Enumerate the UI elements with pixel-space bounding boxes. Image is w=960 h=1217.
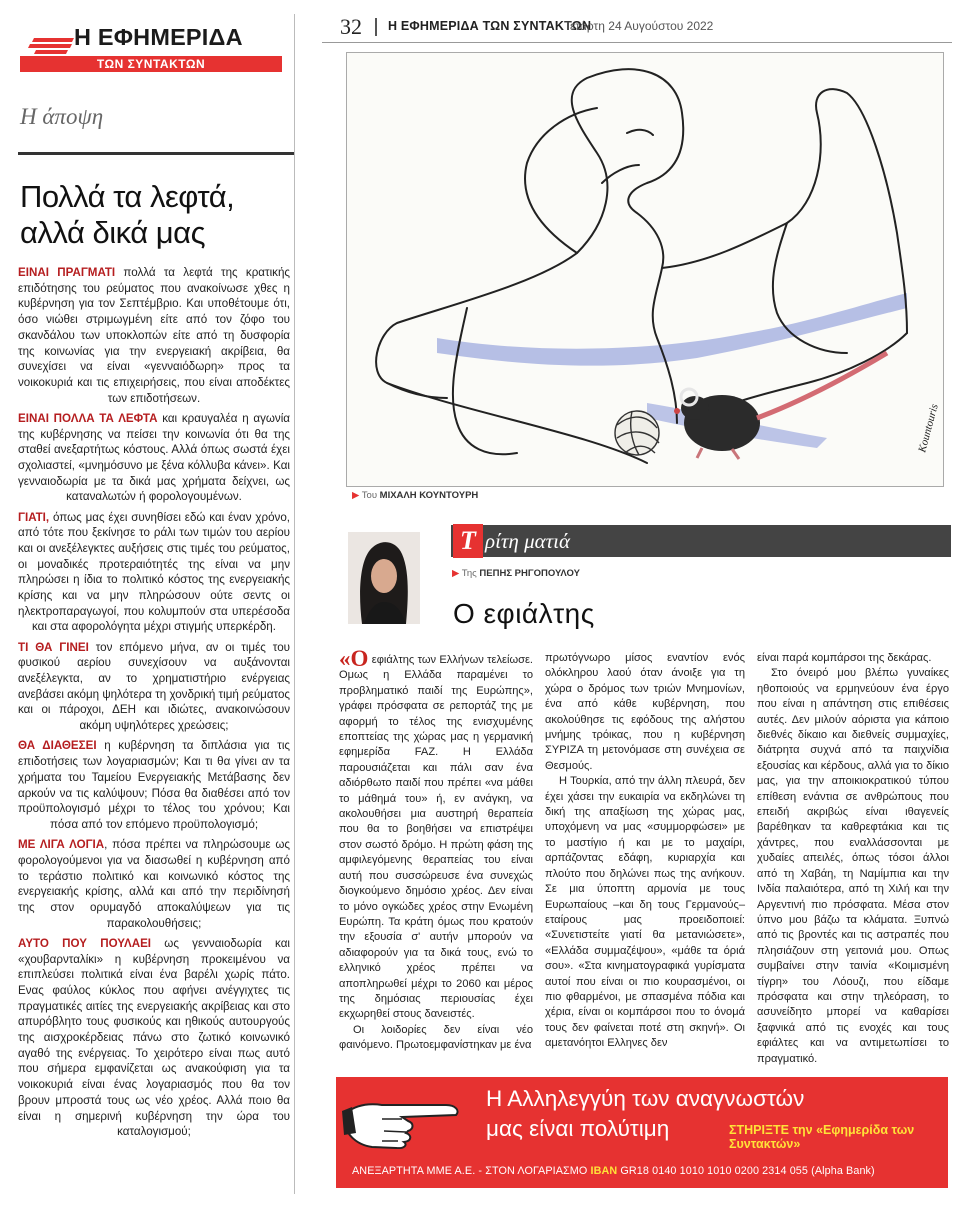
pointing-hand-icon xyxy=(342,1089,470,1149)
ad-iban-label: IBAN xyxy=(590,1165,618,1177)
article-column-3 xyxy=(757,651,949,1067)
cartoon-credit-arrow-icon: ▶ xyxy=(352,490,360,501)
header-separator xyxy=(375,18,377,36)
cartoon-drawing xyxy=(347,53,943,486)
column-divider xyxy=(294,14,295,1194)
section-rule xyxy=(18,152,294,155)
logo-sub-text: ΤΩΝ ΣΥΝΤΑΚΤΩΝ xyxy=(20,56,282,72)
article-paragraph: είναι παρά κομπάρσοι της δεκάρας. xyxy=(757,652,932,664)
logo-stripes-icon xyxy=(28,34,76,58)
paragraph-lead: ΘΑ ΔΙΑΘΕΣΕΙ xyxy=(18,739,97,753)
headline-line-2: αλλά δικά μας xyxy=(20,215,206,250)
section-label: Η άποψη xyxy=(20,104,104,129)
article-paragraph: Στο όνειρό μου βλέπω γυναίκες ηθοποιούς να ερμηνεύουν ένα έργο που είναι η απάντηση στις επιθέσεις αυτές. Δεν μιλούν αόριστα για κάποιο διεθνές δίκαιο και διεθνείς συμμαχίες, διάτρητα συχνά από τα παιχνίδια εξουσίας και κέρδους, αλλά για το δίκιο μας, για την αποικιοκρατικού τύπου επίθεση ενάντια σε ανθρώπους που επειδή ακριβώς είναι ιθαγενείς βαρέθηκαν τα καθρεφτάκια και τις χάντρες, που εναλλάσσονται με χυδαίες απειλές, όπως τόσοι άλλοι από τη Χαβάη, τη Ναμίμπια και την Ινδία παλαιότερα, από τη Χιλή και την Αργεντινή πιο πρόσφατα. Μέσα στον ύπνο μου βάζω τα κλάματα. Ξυπνώ από τις βροντές και τις αστραπές που πλησιάζουν στη γειτονιά μου. Οπως συμβαίνει στην ταινία «Κοιμισμένη τίγρη» του Λόουζι, που είδαμε πρόσφατα και στην τηλεόραση, το ασυνείδητο μπορεί να καθαρίσει ξαφνικά από τις ενοχές και τους εφιάλτες και να αντιμετωπίσει το πραγματικό. xyxy=(757,667,949,1065)
opinion-paragraph xyxy=(18,936,290,1140)
page-number: 32 xyxy=(340,14,362,39)
opinion-body xyxy=(18,265,290,1144)
header-paper-name: Η ΕΦΗΜΕΡΙΔΑ ΤΩΝ ΣΥΝΤΑΚΤΩΝ xyxy=(388,19,592,33)
paragraph-lead: ΤΙ ΘΑ ΓΙΝΕΙ xyxy=(18,640,89,654)
left-column xyxy=(14,14,291,1139)
opinion-paragraph xyxy=(18,510,290,636)
opinion-paragraph xyxy=(18,640,290,734)
cartoon-credit-name: ΜΙΧΑΛΗ ΚΟΥΝΤΟΥΡΗ xyxy=(379,490,479,501)
masthead-logo xyxy=(14,14,286,74)
cartoon-credit-prefix: Του xyxy=(361,490,378,501)
author-credit xyxy=(452,568,580,579)
article-column-1 xyxy=(339,646,533,1054)
opinion-paragraph xyxy=(18,738,290,832)
article-text: Οι λοιδορίες δεν είναι νέο φαινόμενο. Πρωτοεμφανίστηκαν με ένα xyxy=(339,1023,533,1052)
paragraph-lead: ΜΕ ΛΙΓΑ ΛΟΓΙΑ xyxy=(18,838,105,852)
article-paragraph: Η Τουρκία, από την άλλη πλευρά, δεν έχει χάσει την ευκαιρία να εκδηλώνει τη δική της απαξίωση της χώρας μας, υποχόμενη να μας «συμμορφώσει» με το μαστίγιο ή και με το μαχαίρι, αρπάζοντας εδάφη, κυριαρχία και πλούτο που δηλώνει πως της ανήκουν. Σε μια ύποπτη αρμονία με τους Ευρωπαίους –και δη τους Γερμανούς– εταίρους μας προειδοποιεί: «Συνετιστείτε γιατί θα μετανιώσετε», «Ελλάδα συμμαζέψου», «μάθε τα όριά σου». «Στα κινηματογραφικά γυρίσματα αυτοί που είναι οι πιο κουρασμένοι, οι πιο φθαρμένοι, με σπασμένα πόδια και χέρια, είναι οι κομπάρσοι που το όνομά τους δεν φαίνεται ποτέ στη σκηνή». Οι αμετανόητοι Ελληνες δεν xyxy=(545,775,745,1050)
paragraph-lead: ΕΙΝΑΙ ΠΟΛΛΑ ΤΑ ΛΕΦΤΑ xyxy=(18,411,158,425)
opinion-headline xyxy=(20,179,234,251)
paragraph-text: , πόσα πρέπει να πληρώσουμε ως φορολογούμενοι για να διασωθεί η κυβέρνηση από το τεράστιο πολιτικό και κοινωνικό κόστος της ενεργειακής κρίσης, αλλά και από την περιδίνησή της στον ορυμαγδό αποκαλύψεων για τις παρακολουθήσεις; xyxy=(18,838,290,930)
ad-support-text: ΣΤΗΡΙΞΤΕ την «Εφημερίδα των Συντακτών» xyxy=(729,1123,915,1151)
ad-line-2: μας είναι πολύτιμη xyxy=(486,1116,670,1141)
opinion-paragraph xyxy=(18,265,290,406)
article-drop-quote: «Ο xyxy=(339,646,369,671)
column-title-initial: Τ xyxy=(453,524,483,558)
opinion-paragraph xyxy=(18,837,290,931)
author-credit-name: ΠΕΠΗΣ ΡΗΓΟΠΟΥΛΟΥ xyxy=(479,568,580,579)
article-paragraph xyxy=(339,1023,533,1054)
paragraph-text: τον επόμενο μήνα, αν οι τιμές του φυσικού αερίου συνεχίσουν να αυξάνονται ανεξέλεγκτα, αν το χρηματιστήριο ενέργειας ανεβάσει ακόμη ψηλότερα τη χονδρική τιμή ρεύματος και οι πάροχοι, ΔΕΗ και ιδιώτες, ανακοινώσουν ακόμη υψηλότερες χρεώσεις; xyxy=(18,640,291,733)
article-paragraph: πρωτόγνωρο μίσος εναντίον ενός ολόκληρου λαού όταν άνοιξε για τη χώρα ο δρόμος των τριών Μνημονίων, ένα από κάθε κυβέρνηση, που ακολούθησε τις εφόδους της αλήστου μνήμης τρόικας, που η κυβέρνηση ΣΥΡΙΖΑ τη μετονόμασε στη συνέχεια σε Θεσμούς. xyxy=(545,652,745,772)
paragraph-text: και κραυγαλέα η αγωνία της κυβέρνησης να πείσει την κοινωνία ότι θα της σταθεί ανεξαρτήτως κόστους. Αλλά όπως σωστά έχει σχολιαστεί, «μνημόσυνο με ξένα κόλλυβα κάνει». Και γενναιοδωρία με τα δικά μας χρήματα δείχνει, ως καταναλωτών ή φορολογουμένων. xyxy=(18,411,290,504)
paragraph-lead: ΑΥΤΟ ΠΟΥ ΠΟΥΛΑΕΙ xyxy=(18,936,152,950)
opinion-paragraph xyxy=(18,411,290,505)
article-text: εφιάλτης των Ελλήνων τελείωσε. Ομως η Ελλάδα παραμένει το προβληματικό παιδί της Ευρώπης», γράφει πρόσφατα σε ρεπορτάζ της με αφορμή το τέλος της ενισχυμένης εποπτείας της χώρας μας η γερμανική εφημερίδα FAZ. Η Ελλάδα παρουσιάζεται και πάλι σαν ένα αδιόρθωτο παιδί που πρέπει «να μάθει το μάθημά του» ή, εν ανάγκη, να ακολουθήσει μια αυστηρή θεραπεία που θα το βοηθήσει να επιστρέψει στον σωστό δρόμο. Η πρώτη φάση της αμφιλεγόμενης θεραπείας του είναι αυτή που συσσώρευσε ένα συνεχώς διογκούμενο δημόσιο χρέος. Δεν είναι το μόνο ογκώδες χρέος στην Ενωμένη Ευρώπη. Τα κράτη όμως που κρατούν την εξουσία σ' αυτήν μπορούν να αδιαφορούν για τα δικά τους, ενώ το ελληνικό χρέος πρέπει να αποπληρωθεί μέχρι το 2060 και μέρος της δημόσιας περιουσίας έχει εκχωρηθεί στους δανειστές. xyxy=(339,654,533,1021)
header-rule xyxy=(322,42,952,43)
logo-main-text: Η ΕΦΗΜΕΡΙΔΑ xyxy=(74,24,243,50)
page-header xyxy=(310,14,950,44)
paragraph-text: όπως μας έχει συνηθίσει εδώ και έναν χρόνο, από τότε που ξεκίνησε το ράλι των τιμών του αερίου και οι ανεξέλεγκτες αυξήσεις στις τιμές του ρεύματος, οι μοναδικές προτεραιότητές της είναι να μην πληρώσει η ίδια το πολιτικό κόστος της ενεργειακής κρίσης και να μην πληρώσουν ούτε σεντς οι ηλεκτροπαραγωγοί, που κολυμπούν στα υπερέσοδα και στα αφορολόγητα μέχρι στιγμής υπερκέρδη. xyxy=(18,510,290,634)
cartoon-credit xyxy=(352,490,478,501)
paragraph-text: πολλά τα λεφτά της κρατικής επιδότησης του ρεύματος που ανακοίνωσε χθες η κυβέρνηση για τον Σεπτέμβριο. Και υποθέτουμε ότι, όσο νιώθει στριμωγμένη είτε από τον ζόφο του σκανδάλου των υποκλοπών είτε από τη δυσφορία της κοινωνίας για την ενεργειακή ακρίβεια, θα συνεχίσει να είναι «γενναιόδωρη» προς τα νοικοκυριά και τις επιχειρήσεις, που είναι αποδέκτες των επιδοτήσεων. xyxy=(18,266,290,405)
cartoon-signature: Kountouris xyxy=(916,402,941,454)
author-credit-arrow-icon: ▶ xyxy=(452,568,460,579)
paragraph-text: ως γενναιοδωρία και «χουβαρνταλίκι» η κυβέρνηση προκειμένου να επιπλεύσει πολιτικά είναι ένα βαρέλι χωρίς πάτο. Ενας φαύλος κύκλος που αφήνει ανέγγιχτες τις πραγματικές αιτίες της ενεργειακής ακρίβειας και στο απυρόβλητο τους φυσικούς και ηθικούς αυτουργούς της αισχροκέρδειας πάνω στο ζωτικό κοινωνικό αγαθό της ενέργειας. Το χειρότερο είναι πως αυτό που σήμερα εμφανίζεται ως ανακούφιση για τα νοικοκυριά είναι ένας λογαριασμός που θα τον βρουν μπροστά τους ως νέο χρέος. Αλλά ποιο θα είναι η σημερινή κυβέρνηση την ώρα του καταλογισμού; xyxy=(18,936,290,1139)
paragraph-lead: ΓΙΑΤΙ, xyxy=(18,510,50,524)
ad-bank-line xyxy=(352,1165,875,1177)
column-title-rest: ρίτη ματιά xyxy=(485,529,571,553)
article-title: Ο εφιάλτης xyxy=(453,598,595,629)
author-photo xyxy=(348,532,420,624)
ad-iban-number: GR18 0140 1010 1010 0200 2314 055 xyxy=(620,1165,809,1177)
article-paragraph xyxy=(339,646,533,1023)
paragraph-text: η κυβέρνηση τα διπλάσια για τις επιδοτήσεις των λογαριασμών; Και τι θα γίνει αν τα χρήματα του Ταμείου Ενεργειακής Μετάβασης δεν αρκούν να τις καλύψουν; Πόσα θα διαθέσει από τον προϋπολογισμό μέχρι το τέλος του χρόνου; Και πόσα από τον επόμενο προϋπολογισμό; xyxy=(18,739,290,831)
author-credit-prefix: Της xyxy=(461,568,477,579)
header-date: Τετάρτη 24 Αυγούστου 2022 xyxy=(564,19,714,33)
ad-line-1: Η Αλληλεγγύη των αναγνωστών xyxy=(486,1086,805,1111)
headline-line-1: Πολλά τα λεφτά, xyxy=(20,179,235,214)
ad-bank-prefix: ΑΝΕΞΑΡΤΗΤΑ ΜΜΕ Α.Ε. - ΣΤΟΝ ΛΟΓΑΡΙΑΣΜΟ xyxy=(352,1165,588,1177)
solidarity-ad-banner xyxy=(336,1077,948,1188)
article-column-2 xyxy=(545,651,745,1052)
paragraph-lead: ΕΙΝΑΙ ΠΡΑΓΜΑΤΙ xyxy=(18,266,116,279)
cartoon-illustration xyxy=(346,52,944,487)
ad-bank-name: (Alpha Bank) xyxy=(811,1165,875,1177)
